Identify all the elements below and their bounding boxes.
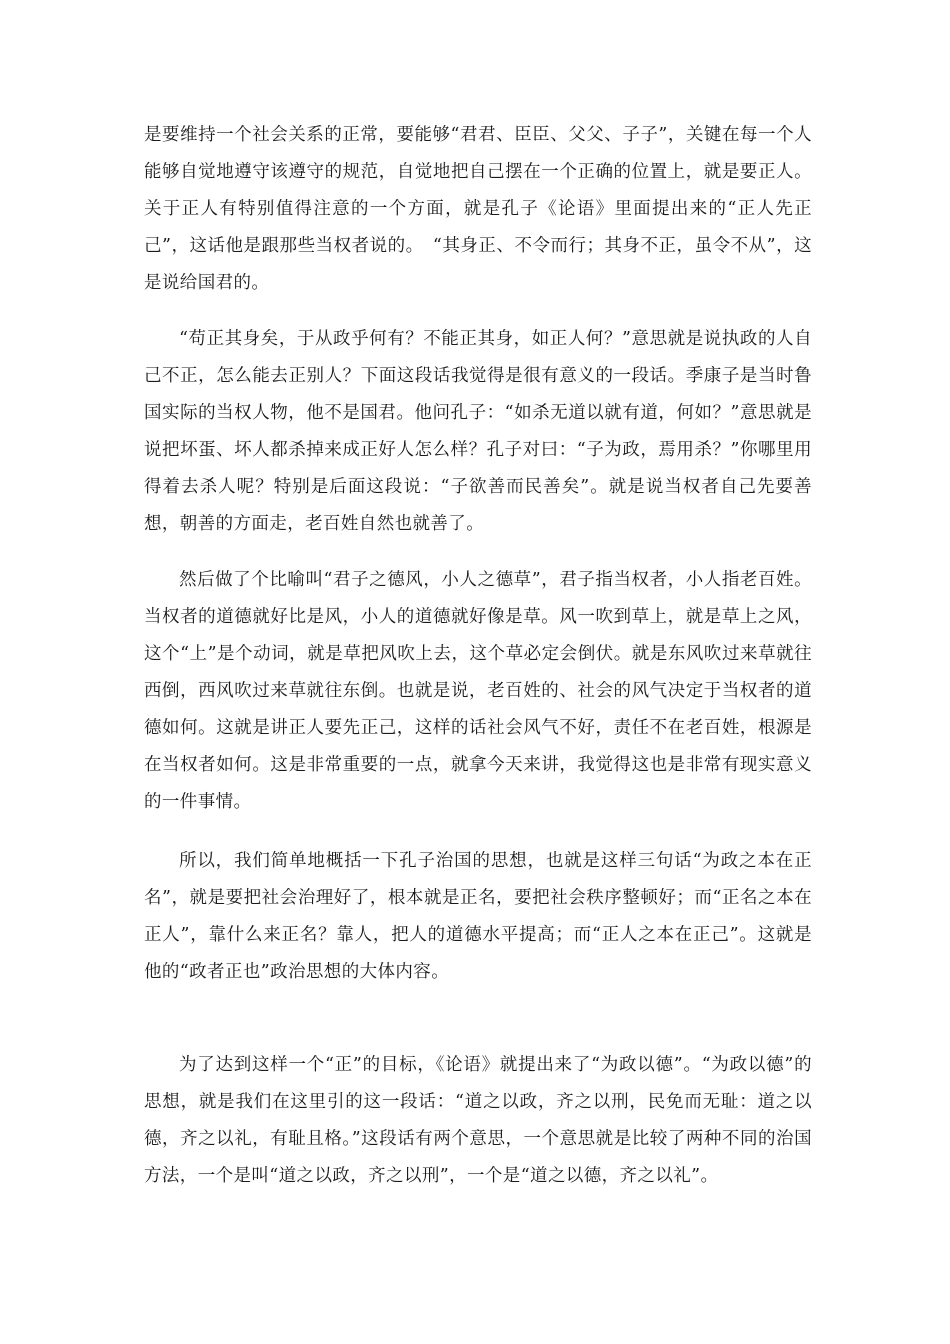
paragraph-5: 为了达到这样一个“正”的目标，《论语》就提出来了“为政以德”。“为政以德”的思想，就是我们在这里引的这一段话：“道之以政，齐之以刑，民免而无耻：道之以德，齐之以礼，有耻且格。”这段话有两个意思，一个意思就是比较了两种不同的治国方法，一个是叫“道之以政，齐之以刑”，一个是“道之以德，齐之以礼”。 (144, 1055, 812, 1186)
paragraph-4: 所以，我们简单地概括一下孔子治国的思想，也就是这样三句话“为政之本在正名”，就是要把社会治理好了，根本就是正名，要把社会秩序整顿好；而“正名之本在正人”，靠什么来正名？靠人，把人的道德水平提高；而“正人之本在正己”。这就是他的“政者正也”政治思想的大体内容。 (144, 851, 812, 982)
paragraph-2: “苟正其身矣，于从政乎何有？不能正其身，如正人何？”意思就是说执政的人自己不正，怎么能去正别人？下面这段话我觉得是很有意义的一段话。季康子是当时鲁国实际的当权人物，他不是国君。他问孔子：“如杀无道以就有道，何如？”意思就是说把坏蛋、坏人都杀掉来成正好人怎么样？孔子对曰：“子为政，焉用杀？”你哪里用得着去杀人呢？特别是后面这段说：“子欲善而民善矣”。就是说当权者自己先要善想，朝善的方面走，老百姓自然也就善了。 (144, 329, 812, 534)
paragraph-1: 是要维持一个社会关系的正常，要能够“君君、臣臣、父父、子子”，关键在每一个人能够自觉地遵守该遵守的规范，自觉地把自己摆在一个正确的位置上，就是要正人。关于正人有特别值得注意的一个方面，就是孔子《论语》里面提出来的“正人先正己”，这话他是跟那些当权者说的。 “其身正、不令而行；其身不正，虽令不从”，这是说给国君的。 (144, 125, 812, 293)
paragraph-3: 然后做了个比喻叫“君子之德风，小人之德草”，君子指当权者，小人指老百姓。当权者的道德就好比是风，小人的道德就好像是草。风一吹到草上，就是草上之风，这个“上”是个动词，就是草把风吹上去，这个草必定会倒伏。就是东风吹过来草就往西倒，西风吹过来草就往东倒。也就是说，老百姓的、社会的风气决定于当权者的道德如何。这就是讲正人要先正己，这样的话社会风气不好，责任不在老百姓，根源是在当权者如何。这是非常重要的一点，就拿今天来讲，我觉得这也是非常有现实意义的一件事情。 (144, 570, 812, 812)
